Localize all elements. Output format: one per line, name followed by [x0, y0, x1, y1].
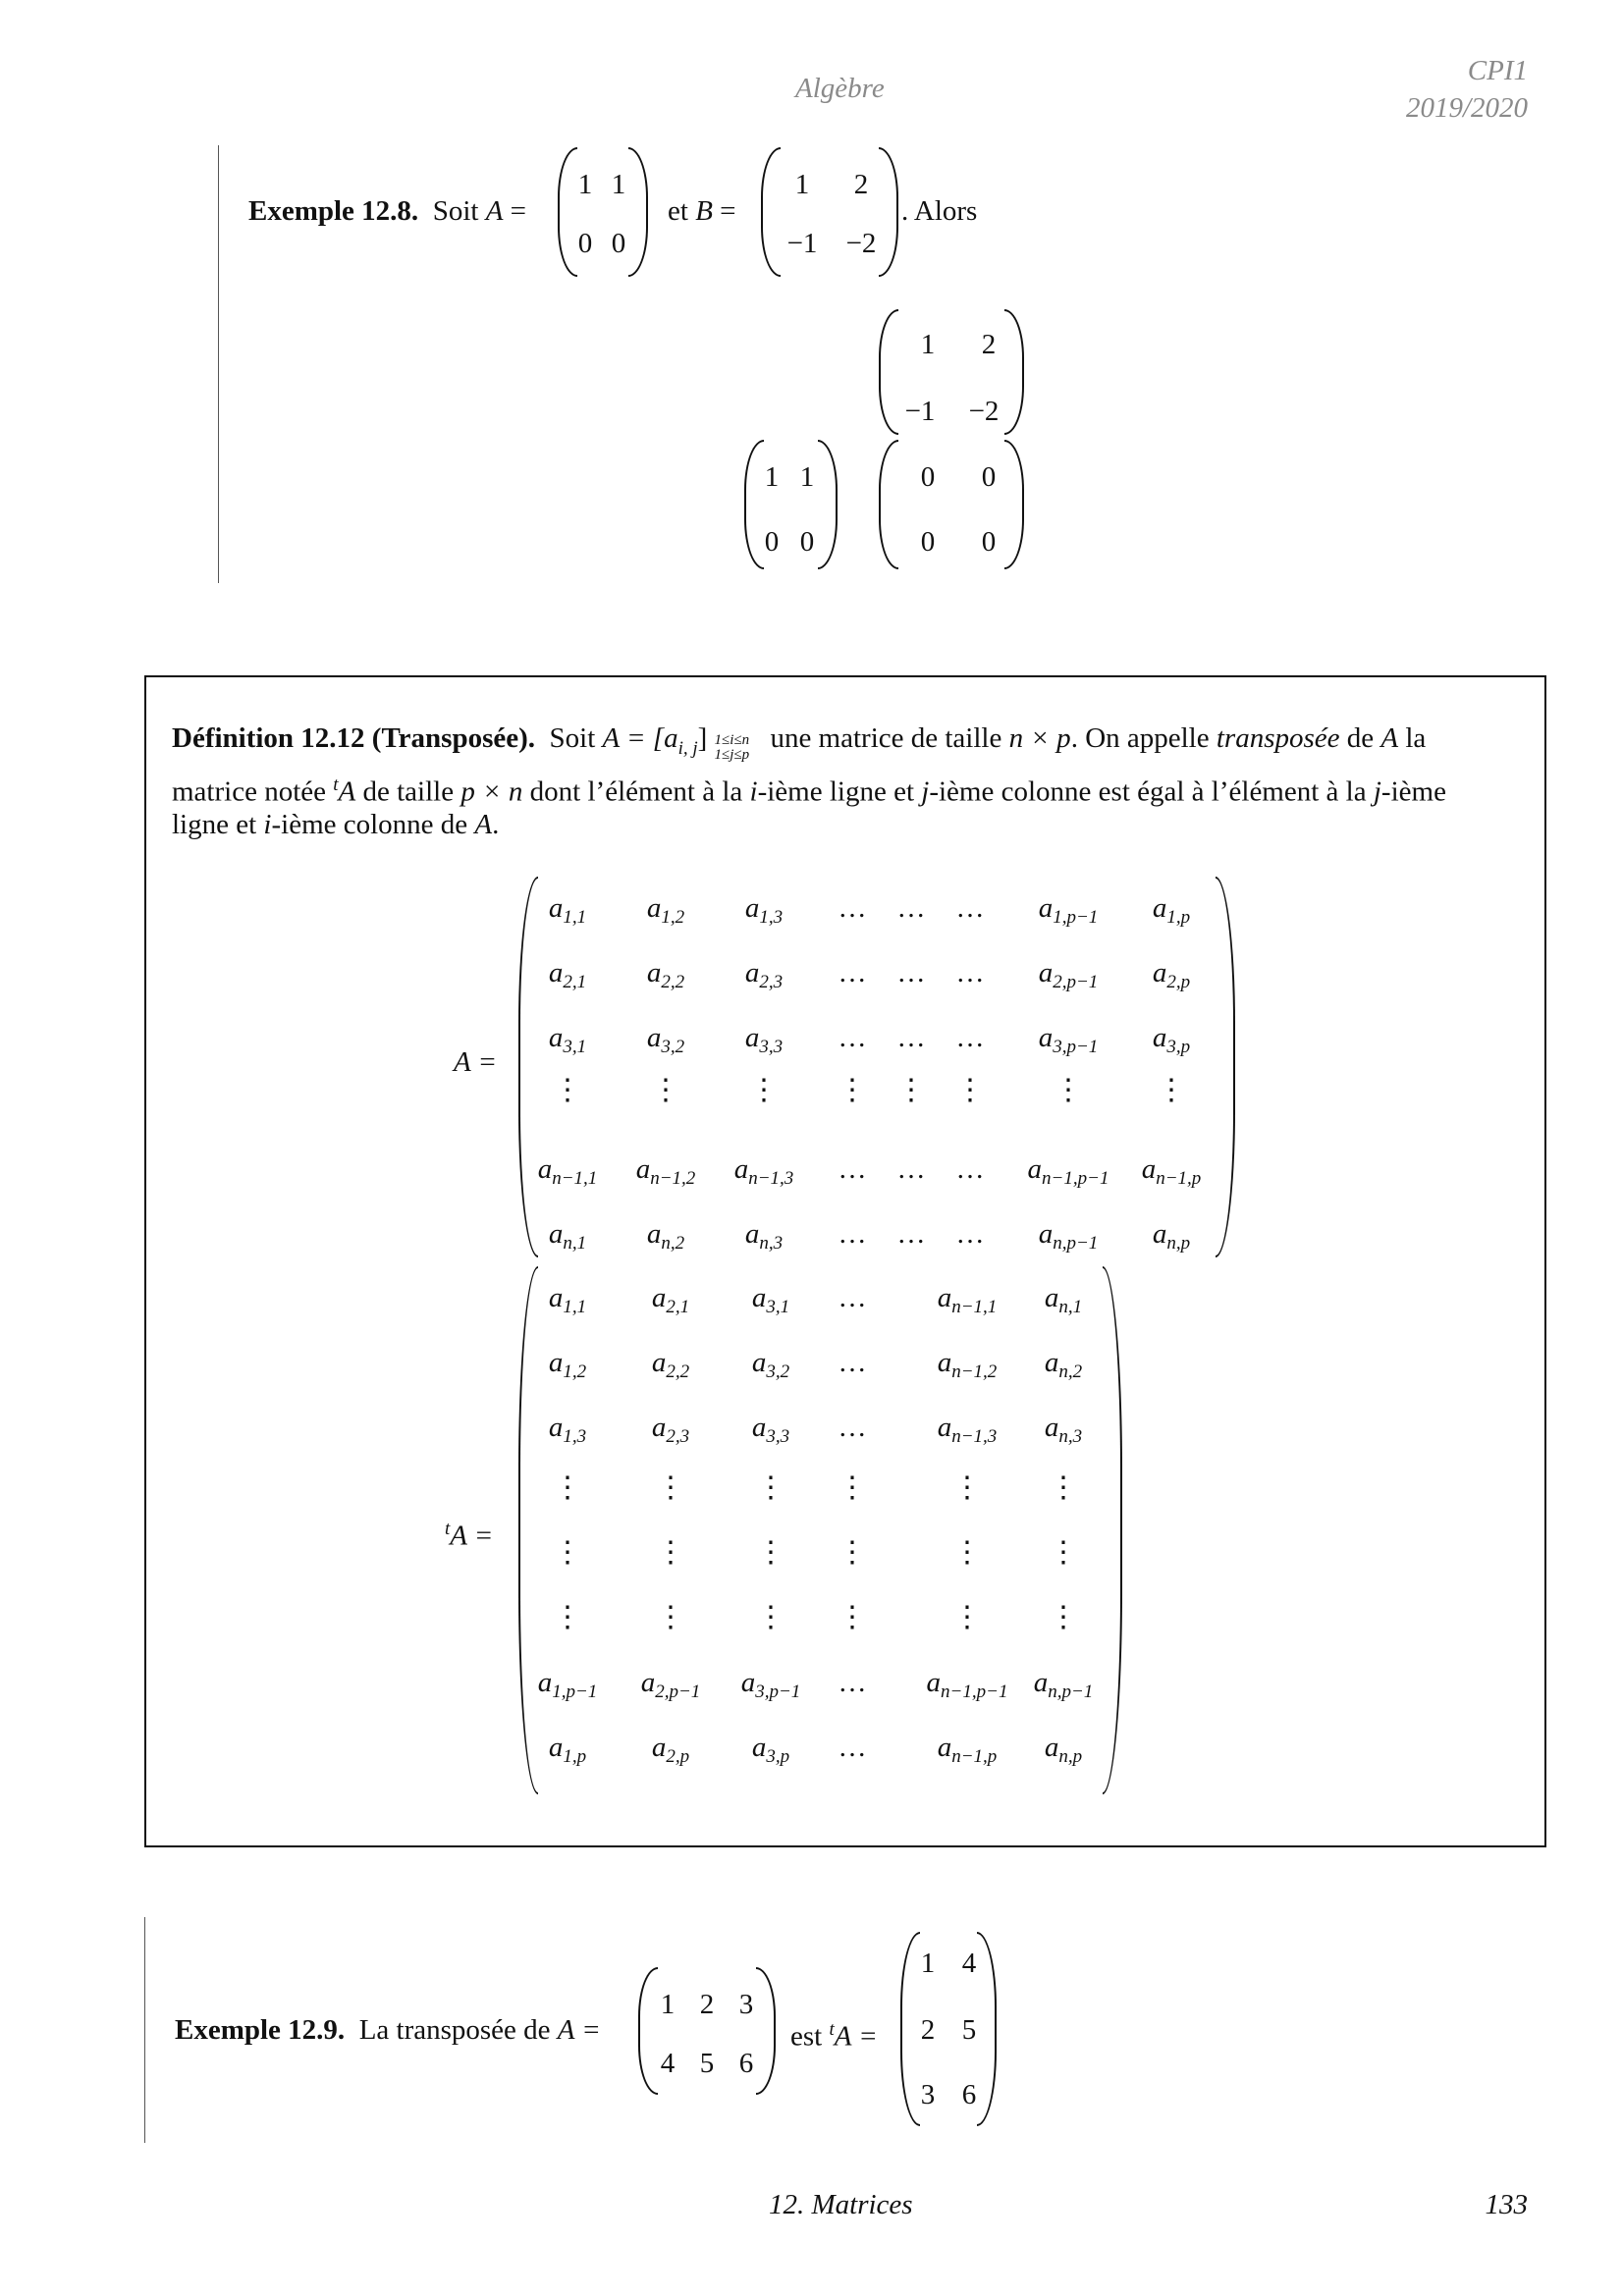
- header-course: CPI1: [1467, 55, 1528, 86]
- matrix-entry: $a_{n,p-1}$: [1033, 1667, 1094, 1702]
- matrix-entry: $a_{1,p}$: [1152, 892, 1191, 928]
- matrix-entry: $a_{n,p}$: [1044, 1732, 1083, 1767]
- matrix-entry: $a_{n,3}$: [744, 1218, 784, 1254]
- matrix-entry: 5: [699, 2048, 715, 2079]
- matrix-entry: 1: [577, 169, 593, 200]
- def-soit: Soit: [549, 722, 596, 754]
- matrix-entry: $a_{2,2}$: [646, 957, 685, 992]
- matrix-entry: $a_{n,1}$: [548, 1218, 587, 1254]
- matrix-row: [518, 1408, 1122, 1447]
- matrix-entry: 0: [981, 526, 997, 558]
- example-12-8-soit: Soit: [432, 195, 479, 227]
- matrix-entry: $a_{n,2}$: [646, 1218, 685, 1254]
- matrix-entry: ⋮: [1049, 1601, 1078, 1633]
- matrix-row: [518, 888, 1235, 928]
- matrix-entry: …: [838, 1218, 867, 1250]
- matrix-entry: $a_{3,2}$: [646, 1022, 685, 1057]
- matrix-entry: 2: [920, 2014, 936, 2046]
- product-result-matrix: [879, 440, 1024, 569]
- matrix-row: [518, 1663, 1122, 1702]
- def-idx-j: 1≤j≤p: [714, 747, 750, 763]
- def-la: la: [1405, 722, 1427, 754]
- matrix-entry: …: [955, 1218, 985, 1250]
- def-colonne-de: -ième colonne de: [271, 809, 468, 840]
- matrix-entry: ⋮: [756, 1536, 785, 1569]
- matrix-entry: $a_{1,3}$: [744, 892, 784, 928]
- matrix-tA-label: [445, 1510, 493, 1556]
- matrix-entry: ⋮: [756, 1471, 785, 1504]
- matrix-entry: −2: [845, 228, 877, 259]
- footer-chapter: 12. Matrices: [769, 2189, 913, 2220]
- matrix-entry: ⋮: [952, 1601, 982, 1633]
- matrix-entry: $a_{n-1,p-1}$: [926, 1667, 1008, 1702]
- matrix-entry: ⋮: [955, 1074, 985, 1106]
- example-12-9-matrix-tA: [900, 1932, 997, 2126]
- matrix-entry: 2: [699, 1989, 715, 2020]
- matrix-entry: ⋮: [749, 1074, 779, 1106]
- matrix-entry: ⋮: [952, 1471, 982, 1504]
- matrix-entry: 0: [764, 526, 780, 558]
- matrix-entry: $a_{n,1}$: [1044, 1282, 1083, 1317]
- definition-line-3: [172, 805, 499, 844]
- matrix-entry: 3: [920, 2079, 936, 2110]
- matrix-entry: ⋮: [838, 1471, 867, 1504]
- matrix-entry: …: [838, 1412, 867, 1443]
- matrix-entry: $a_{1,1}$: [548, 892, 587, 928]
- matrix-entry: ⋮: [656, 1471, 685, 1504]
- matrix-entry: $a_{n-1,1}$: [537, 1153, 598, 1189]
- matrix-entry: $a_{1,2}$: [548, 1347, 587, 1382]
- matrix-entry: 1: [920, 329, 936, 360]
- def-A3: A: [474, 809, 493, 840]
- example-12-9-matrix-A: [638, 1967, 776, 2095]
- matrix-entry: …: [955, 892, 985, 924]
- matrix-row: [518, 953, 1235, 992]
- matrix-entry: $a_{n-1,p-1}$: [1027, 1153, 1109, 1189]
- matrix-entry: …: [896, 1153, 926, 1185]
- matrix-entry: $a_{n,2}$: [1044, 1347, 1083, 1382]
- matrix-entry: ⋮: [656, 1536, 685, 1569]
- example-12-8-label: Exemple 12.8.: [248, 195, 419, 227]
- matrix-entry: $a_{3,p}$: [1152, 1022, 1191, 1057]
- header-subject: Algèbre: [795, 73, 885, 104]
- def-i: i: [749, 775, 758, 808]
- example-12-8-bar: [218, 145, 219, 583]
- product-matrix-A: [744, 440, 838, 569]
- matrix-entry: $a_{2,p}$: [1152, 957, 1191, 992]
- example-12-8-eq2: =: [712, 195, 736, 227]
- matrix-entry: $a_{n-1,p}$: [937, 1732, 998, 1767]
- matrix-entry: …: [838, 1153, 867, 1185]
- matrix-entry: …: [955, 1153, 985, 1185]
- matrix-entry: ⋮: [1054, 1074, 1083, 1106]
- matrix-entry: $a_{3,3}$: [751, 1412, 790, 1447]
- matrix-entry: ⋮: [896, 1074, 926, 1106]
- matrix-entry: $a_{1,1}$: [548, 1282, 587, 1317]
- matrix-entry: ⋮: [1049, 1536, 1078, 1569]
- matrix-entry: $a_{n-1,2}$: [635, 1153, 696, 1189]
- matrix-entry: 0: [799, 526, 815, 558]
- matrix-entry: …: [838, 957, 867, 988]
- example-12-8-alors: . Alors: [901, 195, 978, 227]
- def-taille: de taille: [362, 775, 455, 808]
- tA-t-sup: t: [445, 1519, 451, 1539]
- matrix-entry: −1: [786, 228, 818, 259]
- matrix-row: [518, 1071, 1235, 1110]
- matrix-entry: ⋮: [1049, 1471, 1078, 1504]
- example-12-9-text: La transposée de: [358, 2014, 551, 2046]
- matrix-entry: $a_{1,3}$: [548, 1412, 587, 1447]
- def-elem: dont l’élément à la: [529, 775, 743, 808]
- matrix-entry: $a_{n-1,2}$: [937, 1347, 998, 1382]
- matrix-row: [518, 1598, 1122, 1637]
- def-transposee-word: transposée: [1216, 722, 1340, 754]
- def-A-eq: A = [: [602, 722, 665, 754]
- matrix-entry: 0: [611, 228, 626, 259]
- matrix-entry: $a_{3,1}$: [751, 1282, 790, 1317]
- matrix-entry: …: [955, 1022, 985, 1053]
- matrix-entry: $a_{n-1,p}$: [1141, 1153, 1202, 1189]
- matrix-entry: 4: [961, 1948, 977, 1979]
- matrix-entry: $a_{2,p-1}$: [1038, 957, 1099, 992]
- matrix-entry: $a_{1,p}$: [548, 1732, 587, 1767]
- example-12-8-A-name: A: [485, 195, 504, 227]
- matrix-entry: ⋮: [553, 1601, 582, 1633]
- tA-eq: A =: [450, 1520, 494, 1552]
- matrix-entry: ⋮: [553, 1074, 582, 1106]
- example-12-8-matrix-A: [558, 147, 648, 277]
- example-12-8-statement: [248, 191, 526, 231]
- matrix-entry: 0: [981, 461, 997, 493]
- matrix-entry: ⋮: [838, 1074, 867, 1106]
- matrix-A-label: A =: [454, 1046, 498, 1078]
- matrix-entry: $a_{3,p-1}$: [740, 1667, 801, 1702]
- matrix-entry: ⋮: [553, 1536, 582, 1569]
- def-period: .: [492, 809, 500, 840]
- def-t-sup: t: [333, 774, 339, 795]
- def-de: de: [1346, 722, 1375, 754]
- product-matrix-B: [879, 309, 1024, 435]
- matrix-entry: $a_{n,p-1}$: [1038, 1218, 1099, 1254]
- header-year: 2019/2020: [1405, 92, 1528, 124]
- def-A: A: [1380, 722, 1399, 754]
- matrix-entry: $a_{2,3}$: [651, 1412, 690, 1447]
- matrix-entry: 1: [794, 169, 810, 200]
- def-a-sub: i, j: [677, 737, 698, 759]
- matrix-entry: −2: [968, 396, 1000, 427]
- matrix-tA-general: [518, 1266, 1122, 1794]
- example-12-8-B-name: B: [695, 195, 713, 227]
- matrix-entry: ⋮: [1157, 1074, 1186, 1106]
- example-12-9-t-sup: t: [829, 2019, 835, 2040]
- matrix-row: [518, 1018, 1235, 1057]
- matrix-entry: $a_{2,2}$: [651, 1347, 690, 1382]
- example-12-8-et-B: [668, 191, 736, 231]
- matrix-entry: ⋮: [952, 1536, 982, 1569]
- matrix-row: [518, 1533, 1122, 1573]
- matrix-entry: $a_{3,p-1}$: [1038, 1022, 1099, 1057]
- matrix-entry: 2: [981, 329, 997, 360]
- matrix-entry: …: [838, 892, 867, 924]
- matrix-row: [518, 1149, 1235, 1189]
- def-ieme-ligne: -ième ligne et: [757, 775, 915, 808]
- example-12-9-statement: [175, 2010, 601, 2050]
- matrix-entry: ⋮: [756, 1601, 785, 1633]
- matrix-entry: …: [838, 1732, 867, 1763]
- def-size-pn: p × n: [460, 775, 523, 808]
- def-A2: A: [338, 775, 356, 808]
- matrix-entry: 1: [660, 1989, 676, 2020]
- example-12-9-A-eq: A =: [557, 2014, 601, 2046]
- def-ligne-et: ligne et: [172, 809, 257, 840]
- matrix-entry: $a_{n,3}$: [1044, 1412, 1083, 1447]
- matrix-entry: ⋮: [838, 1536, 867, 1569]
- matrix-entry: …: [838, 1022, 867, 1053]
- matrix-entry: 1: [611, 169, 626, 200]
- example-12-9-est: [790, 2010, 878, 2056]
- matrix-entry: $a_{n-1,3}$: [733, 1153, 794, 1189]
- matrix-entry: …: [896, 1218, 926, 1250]
- matrix-entry: $a_{1,p-1}$: [537, 1667, 598, 1702]
- matrix-entry: 6: [961, 2079, 977, 2110]
- matrix-entry: …: [896, 957, 926, 988]
- matrix-entry: $a_{2,1}$: [548, 957, 587, 992]
- matrix-entry: 6: [738, 2048, 754, 2079]
- matrix-row: [518, 1214, 1235, 1254]
- matrix-entry: …: [838, 1667, 867, 1698]
- def-j: j: [921, 775, 930, 808]
- example-12-9-bar: [144, 1917, 145, 2143]
- matrix-entry: $a_{3,3}$: [744, 1022, 784, 1057]
- def-size-np: n × p: [1008, 722, 1071, 754]
- def-rest: une matrice de taille: [770, 722, 1002, 754]
- matrix-entry: 5: [961, 2014, 977, 2046]
- example-12-8-eq: =: [503, 195, 527, 227]
- def-line2-start: matrice notée: [172, 775, 326, 808]
- matrix-entry: 0: [920, 526, 936, 558]
- example-12-9-est-word: est: [790, 2020, 823, 2053]
- matrix-entry: 1: [764, 461, 780, 493]
- matrix-entry: 3: [738, 1989, 754, 2020]
- def-appelle: . On appelle: [1070, 722, 1210, 754]
- matrix-entry: ⋮: [553, 1471, 582, 1504]
- example-12-8-et: et: [668, 195, 688, 227]
- example-12-9-label: Exemple 12.9.: [175, 2014, 346, 2046]
- matrix-entry: $a_{3,1}$: [548, 1022, 587, 1057]
- matrix-entry: $a_{1,2}$: [646, 892, 685, 928]
- matrix-row: [518, 1343, 1122, 1382]
- def-ieme-end: -ième: [1380, 775, 1446, 808]
- matrix-entry: $a_{3,2}$: [751, 1347, 790, 1382]
- def-idx-i: 1≤i≤n: [714, 732, 750, 748]
- def-j2: j: [1373, 775, 1381, 808]
- def-i2: i: [263, 809, 272, 840]
- def-a: a: [664, 722, 678, 754]
- example-12-9-tA-eq: A =: [834, 2020, 878, 2053]
- example-12-8-matrix-B: [761, 147, 898, 277]
- definition-label: Définition 12.12 (Transposée).: [172, 722, 536, 754]
- matrix-entry: $a_{3,p}$: [751, 1732, 790, 1767]
- matrix-entry: −1: [904, 396, 936, 427]
- def-ieme-colonne: -ième colonne est égal à l’élément à la: [929, 775, 1367, 808]
- matrix-entry: 2: [853, 169, 869, 200]
- matrix-entry: ⋮: [651, 1074, 680, 1106]
- matrix-entry: …: [955, 957, 985, 988]
- matrix-entry: $a_{n-1,3}$: [937, 1412, 998, 1447]
- matrix-entry: 4: [660, 2048, 676, 2079]
- def-index-range: [715, 733, 750, 763]
- matrix-entry: $a_{2,3}$: [744, 957, 784, 992]
- matrix-row: [518, 1278, 1122, 1317]
- matrix-entry: 0: [920, 461, 936, 493]
- matrix-entry: $a_{n-1,1}$: [937, 1282, 998, 1317]
- matrix-entry: $a_{n,p}$: [1152, 1218, 1191, 1254]
- matrix-entry: …: [896, 892, 926, 924]
- matrix-entry: $a_{2,p}$: [651, 1732, 690, 1767]
- definition-line-1: [172, 719, 1426, 769]
- matrix-entry: ⋮: [838, 1601, 867, 1633]
- matrix-entry: $a_{2,1}$: [651, 1282, 690, 1317]
- matrix-row: [518, 1728, 1122, 1767]
- footer-page-number: 133: [1485, 2189, 1528, 2220]
- def-close: ]: [697, 722, 708, 754]
- matrix-entry: $a_{2,p-1}$: [640, 1667, 701, 1702]
- matrix-entry: 1: [799, 461, 815, 493]
- matrix-row: [518, 1468, 1122, 1508]
- matrix-entry: 1: [920, 1948, 936, 1979]
- matrix-entry: $a_{1,p-1}$: [1038, 892, 1099, 928]
- matrix-entry: …: [838, 1347, 867, 1378]
- matrix-A-general: [518, 877, 1235, 1257]
- matrix-entry: ⋮: [656, 1601, 685, 1633]
- matrix-entry: …: [896, 1022, 926, 1053]
- matrix-entry: 0: [577, 228, 593, 259]
- matrix-entry: …: [838, 1282, 867, 1313]
